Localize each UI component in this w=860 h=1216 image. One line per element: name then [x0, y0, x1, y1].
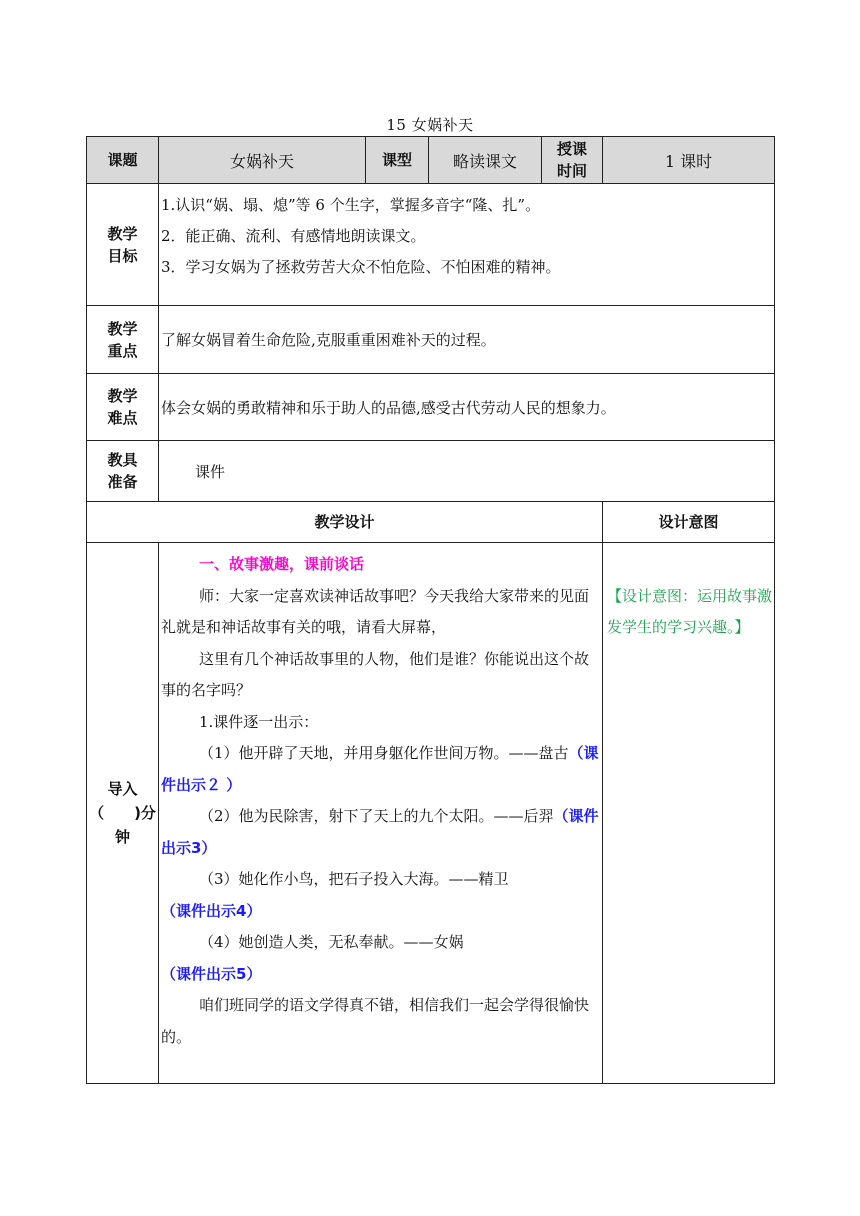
- intro-label-line-2: （ )分: [89, 804, 156, 822]
- type-value: 略读课文: [429, 137, 542, 184]
- key-points-row: [87, 306, 775, 374]
- tools-row: [87, 441, 775, 502]
- time-label: [542, 137, 603, 184]
- list-item-text: （4）她创造人类，无私奉献。——女娲: [199, 933, 464, 951]
- slide-tag: （课件出示3）: [161, 807, 599, 857]
- slide-tag: （课件出示5）: [161, 964, 262, 983]
- list-item-text: （2）他为民除害，射下了天上的九个太阳。——后羿: [199, 807, 554, 825]
- topic-label: 课题: [87, 137, 159, 184]
- header-row: [87, 137, 775, 184]
- list-item: [161, 801, 601, 864]
- goals-label-line-1: 教学: [107, 224, 138, 243]
- topic-value: 女娲补天: [159, 137, 366, 184]
- paragraph: 咱们班同学的语文学得真不错，相信我们一起会学得很愉快的。: [161, 996, 590, 1046]
- goals-row: [87, 184, 775, 306]
- difficulties-text: 体会女娲的勇敢精神和乐于助人的品德,感受古代劳动人民的想象力。: [159, 374, 775, 441]
- intro-label-line-1: 导入: [107, 780, 138, 798]
- paragraph: 1.课件逐一出示：: [199, 712, 319, 731]
- list-item-text: （1）他开辟了天地，并用身躯化作世间万物。——盘古: [199, 744, 569, 762]
- difficulties-label: [87, 374, 159, 441]
- intro-label-line-3: 钟: [114, 828, 130, 846]
- intro-row: [87, 543, 775, 1084]
- intent-header: 设计意图: [603, 502, 775, 543]
- paragraph: 师：大家一定喜欢读神话故事吧？今天我给大家带来的见面礼就是和神话故事有关的哦，请看大屏幕，: [161, 586, 590, 636]
- goals-label: [87, 184, 159, 306]
- time-label-line-2: 时间: [556, 162, 587, 180]
- list-item: [161, 738, 601, 801]
- goals-content: [159, 184, 775, 306]
- paragraph: 这里有几个神话故事里的人物，他们是谁？你能说出这个故事的名字吗？: [161, 649, 590, 699]
- list-item: [161, 927, 601, 990]
- tools-label: [87, 441, 159, 502]
- goal-item: 1.认识“娲、塌、熄”等 6 个生字，掌握多音字“隆、扎”。: [161, 196, 541, 214]
- goal-item: 3．学习女娲为了拯救劳苦大众不怕危险、不怕困难的精神。: [161, 258, 561, 276]
- tools-label-line-2: 准备: [107, 473, 138, 491]
- goal-item: 2．能正确、流利、有感情地朗读课文。: [161, 227, 426, 245]
- key-points-label-line-2: 重点: [107, 341, 138, 360]
- intro-label: [87, 543, 159, 1084]
- goals-label-line-2: 目标: [107, 246, 138, 265]
- difficulties-label-line-1: 教学: [107, 387, 138, 405]
- list-item: [161, 864, 601, 927]
- document-title: 15 女娲补天: [386, 116, 474, 134]
- tools-label-line-1: 教具: [107, 451, 138, 469]
- lesson-plan-table: [86, 136, 774, 1084]
- difficulties-label-line-2: 难点: [107, 409, 138, 427]
- design-header-row: [87, 502, 775, 543]
- intro-design-content: [159, 543, 603, 1084]
- design-intent: 【设计意图：运用故事激发学生的学习兴趣。】: [603, 543, 775, 1084]
- difficulties-row: [87, 374, 775, 441]
- slide-tag: （课件出示4）: [161, 901, 262, 920]
- key-points-label-line-1: 教学: [107, 319, 138, 338]
- type-label: 课型: [366, 137, 429, 184]
- key-points-label: [87, 306, 159, 374]
- list-item-text: （3）她化作小鸟，把石子投入大海。——精卫: [199, 870, 509, 888]
- tools-text: 课件: [159, 441, 775, 502]
- design-header: 教学设计: [87, 502, 603, 543]
- time-value: 1 课时: [603, 137, 775, 184]
- key-points-text: 了解女娲冒着生命危险,克服重重困难补天的过程。: [159, 306, 775, 374]
- slide-tag: （课件出示２ ）: [161, 744, 599, 794]
- time-label-line-1: 授课: [556, 140, 587, 158]
- section-heading: 一、故事激趣，课前谈话: [199, 555, 365, 573]
